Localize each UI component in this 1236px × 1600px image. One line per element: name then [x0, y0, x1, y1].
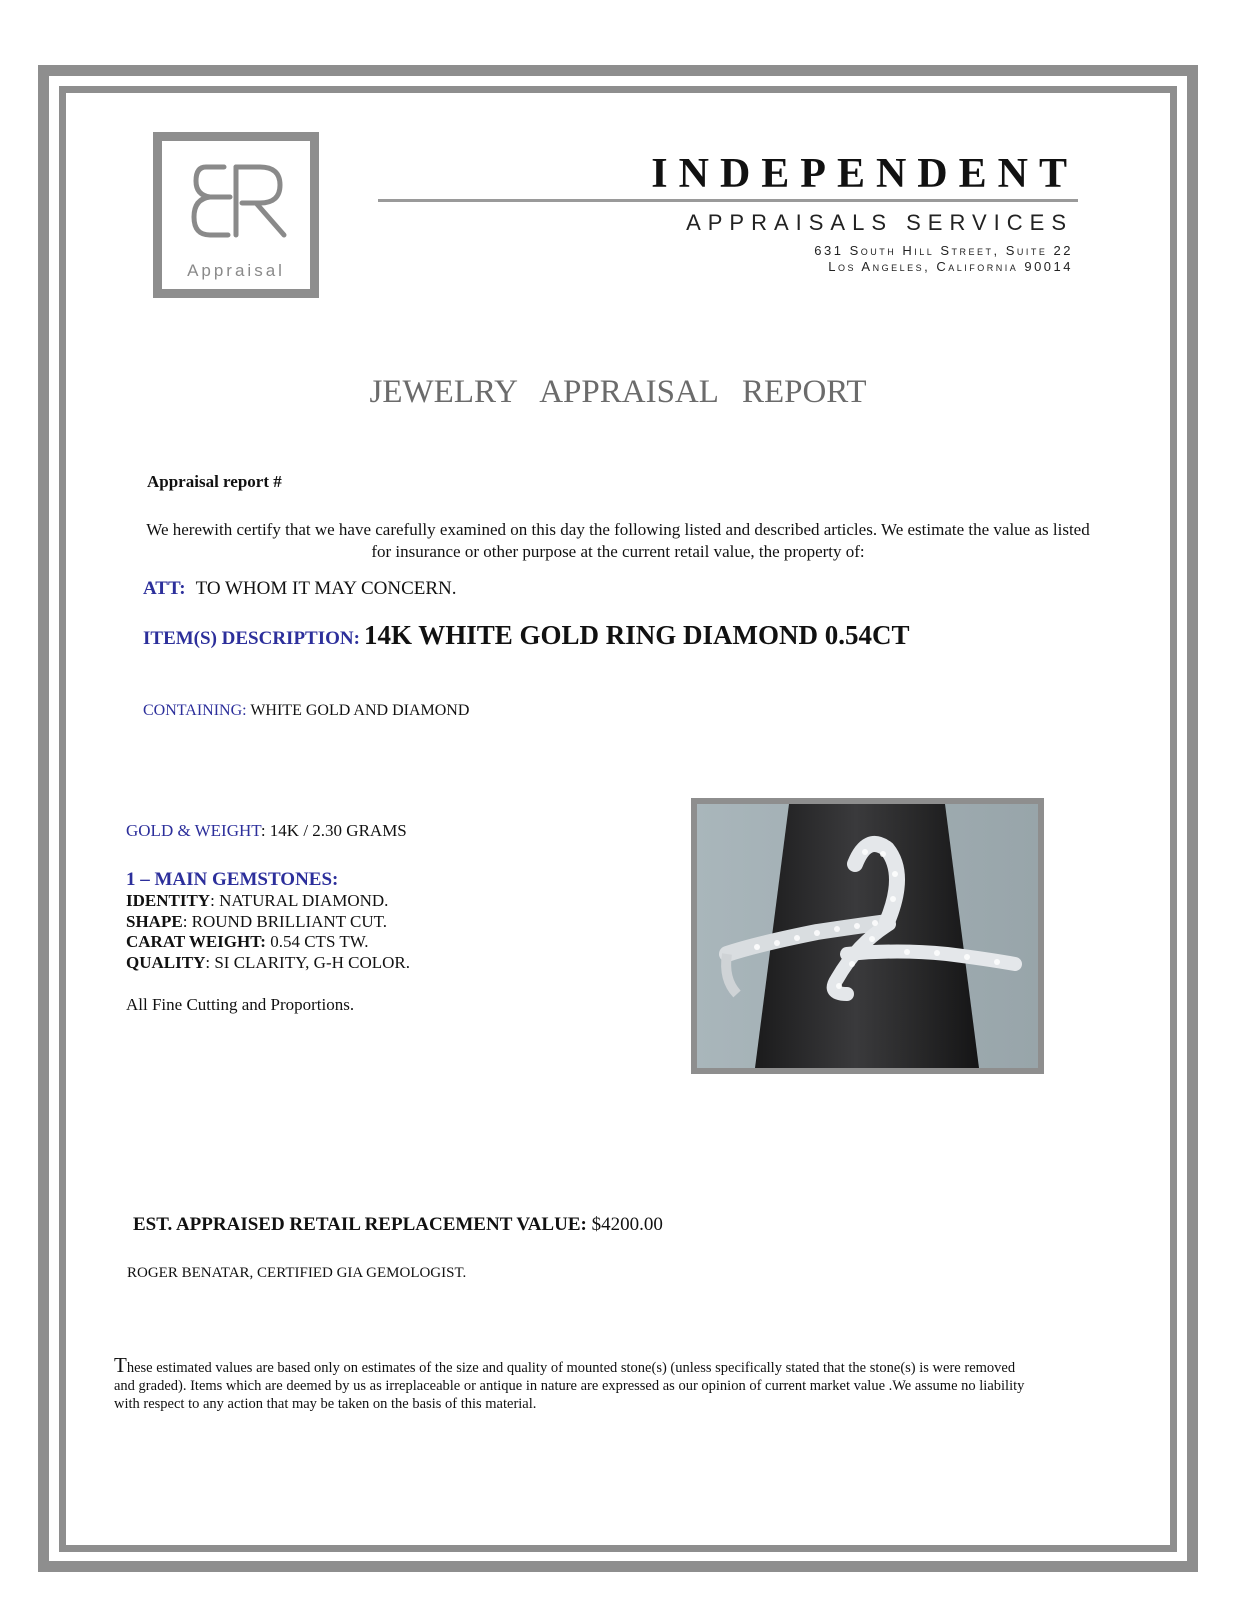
company-address-line1: 631 South Hill Street, Suite 22	[814, 243, 1073, 258]
ring-image	[697, 804, 1038, 1068]
value-amount: $4200.00	[586, 1214, 663, 1235]
shape-label: SHAPE	[126, 912, 183, 931]
quality-label: QUALITY	[126, 953, 206, 972]
header-rule	[378, 199, 1078, 202]
item-value: 14K WHITE GOLD RING DIAMOND 0.54CT	[363, 620, 910, 650]
br-monogram-icon	[190, 161, 290, 241]
company-subtitle: APPRAISALS SERVICES	[686, 210, 1073, 235]
att-value: TO WHOM IT MAY CONCERN.	[195, 578, 457, 599]
disclaimer	[114, 1353, 1034, 1413]
carat-label: CARAT WEIGHT:	[126, 932, 266, 951]
identity-value: : NATURAL DIAMOND.	[210, 891, 389, 910]
gemstones-heading: 1 – MAIN GEMSTONES:	[126, 869, 339, 890]
company-address-line2: Los Angeles, California 90014	[828, 259, 1073, 274]
containing-line	[143, 702, 469, 720]
disclaimer-text: hese estimated values are based only on estimates of the size and quality of mounted stone(s) (unless specifically stated that the stone(s) is were removed and graded). Items which are deemed by us as irreplaceable or antique in nature are expressed as our opinion of current market value .We assume no liability with respect to any action that may be taken on the basis of this material.	[114, 1360, 1025, 1412]
quality-value: : SI CLARITY, G-H COLOR.	[205, 953, 410, 972]
gemologist-signature: ROGER BENATAR, CERTIFIED GIA GEMOLOGIST.	[127, 1265, 467, 1281]
report-number-label: Appraisal report #	[147, 472, 282, 491]
item-description	[143, 620, 910, 651]
identity-line	[126, 891, 388, 911]
identity-label: IDENTITY	[126, 891, 211, 910]
containing-label: CONTAINING:	[143, 702, 247, 719]
carat-line	[126, 932, 368, 952]
att-label: ATT:	[143, 578, 186, 599]
carat-value: 0.54 CTS TW.	[265, 932, 369, 951]
item-label: ITEM(S) DESCRIPTION:	[143, 628, 360, 649]
gold-weight-line	[126, 821, 407, 841]
att-line	[143, 578, 457, 600]
disclaimer-drop-cap: T	[114, 1353, 127, 1377]
containing-value: WHITE GOLD AND DIAMOND	[250, 702, 470, 719]
certification-text: We herewith certify that we have carefully examined on this day the following listed and described articles. We estimate the value as listed for insurance or other purpose at the current retail value, the property of:	[146, 520, 1090, 561]
shape-line	[126, 912, 387, 932]
ring-photo	[691, 798, 1044, 1074]
shape-value: : ROUND BRILLIANT CUT.	[182, 912, 387, 931]
report-title: JEWELRY APPRAISAL REPORT	[369, 374, 867, 410]
gold-value: : 14K / 2.30 GRAMS	[260, 821, 407, 840]
logo	[153, 132, 319, 298]
value-label: EST. APPRAISED RETAIL REPLACEMENT VALUE:	[133, 1214, 587, 1235]
cutting-note: All Fine Cutting and Proportions.	[126, 995, 355, 1014]
logo-caption: Appraisal	[187, 261, 285, 280]
gold-label: GOLD & WEIGHT	[126, 821, 261, 840]
company-name: INDEPENDENT	[651, 151, 1078, 197]
quality-line	[126, 953, 410, 973]
appraised-value-line	[133, 1214, 663, 1236]
